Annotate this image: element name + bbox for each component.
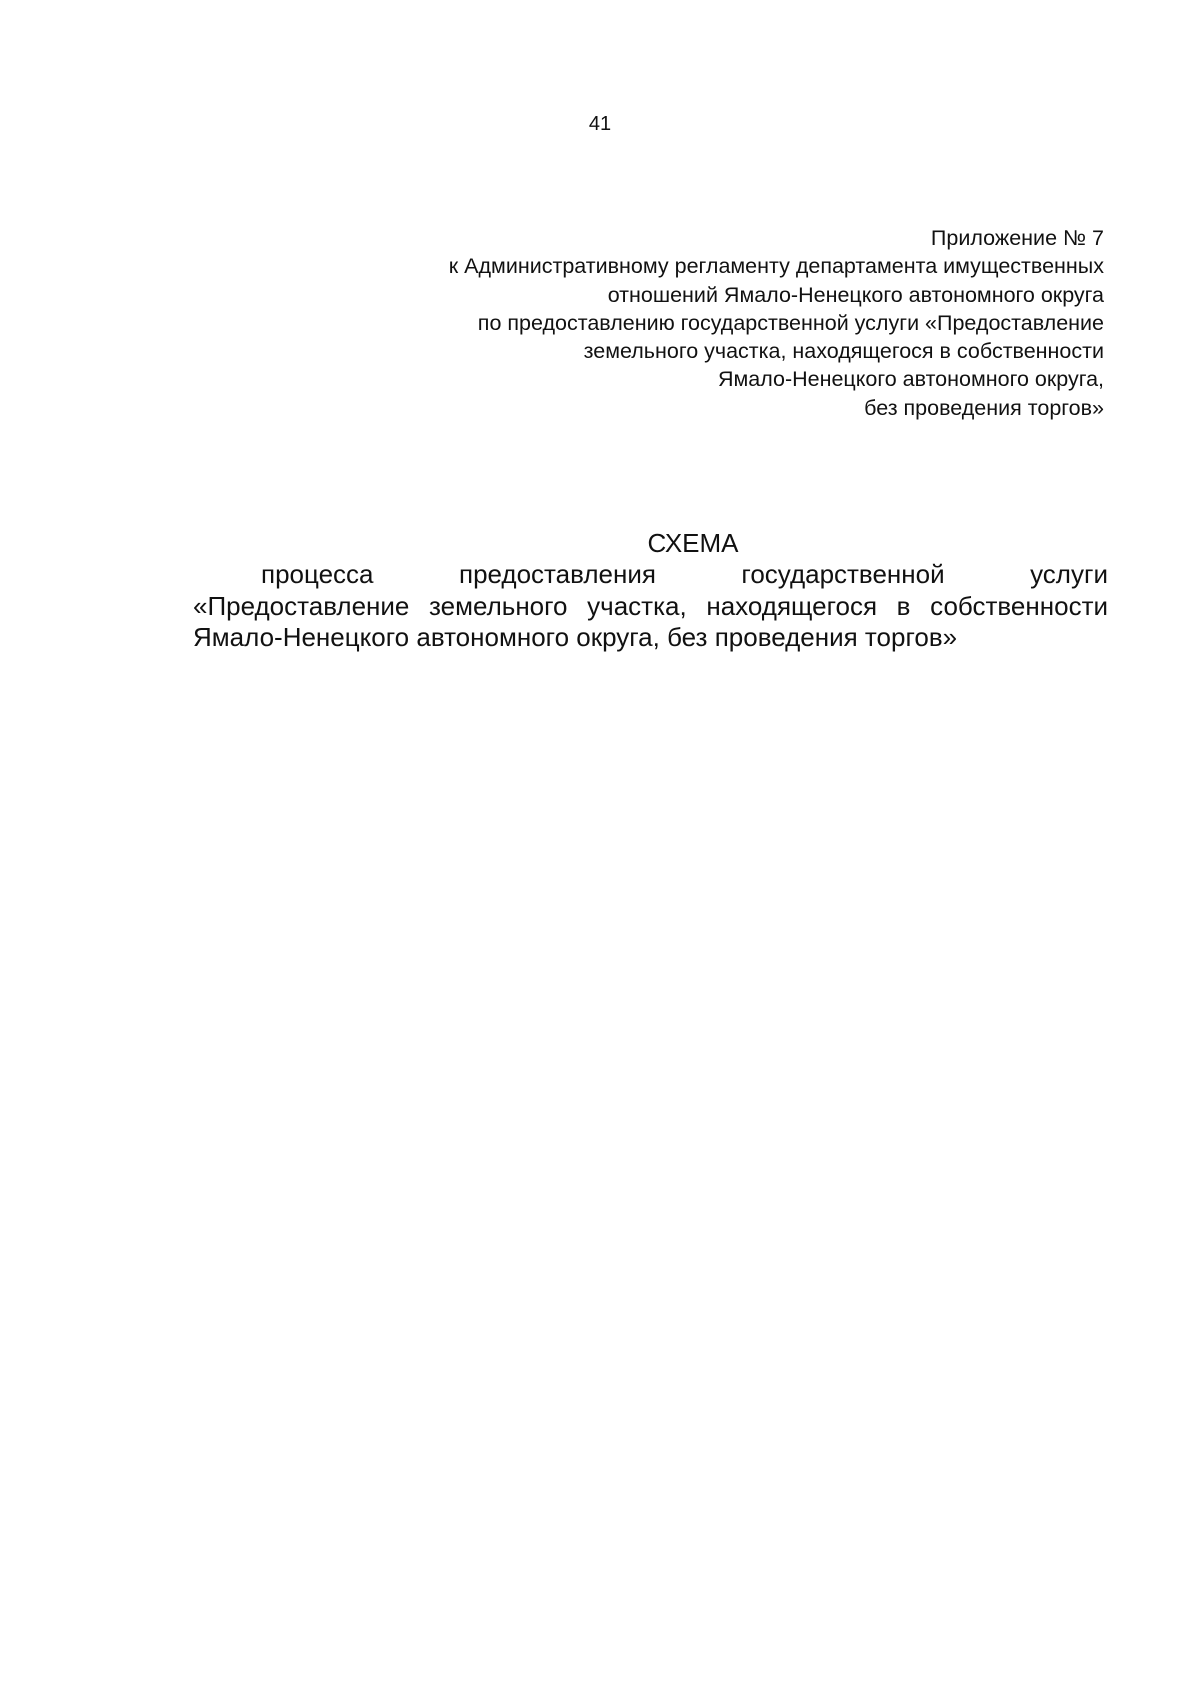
appendix-line: земельного участка, находящегося в собственности — [583, 339, 1104, 364]
appendix-line: Приложение № 7 — [930, 226, 1104, 250]
appendix-line: без проведения торгов» — [864, 395, 1104, 420]
appendix-line: Ямало-Ненецкого автономного округа, — [717, 367, 1104, 392]
appendix-reference — [344, 224, 1104, 422]
appendix-line: к Административному регламенту департамента имущественных — [448, 254, 1104, 279]
document-title — [193, 528, 1108, 654]
appendix-line: по предоставлению государственной услуги «Предоставление — [477, 310, 1104, 335]
page-number: 41 — [588, 113, 612, 135]
title-line: «Предоставление земельного участка, находящегося в собственности — [193, 590, 1108, 621]
title-line: Ямало-Ненецкого автономного округа, без проведения торгов» — [193, 622, 958, 652]
title-heading: СХЕМА — [647, 528, 739, 558]
title-line: процесса предоставления государственной услуги — [261, 559, 1108, 589]
appendix-line: отношений Ямало-Ненецкого автономного округа — [607, 282, 1104, 307]
